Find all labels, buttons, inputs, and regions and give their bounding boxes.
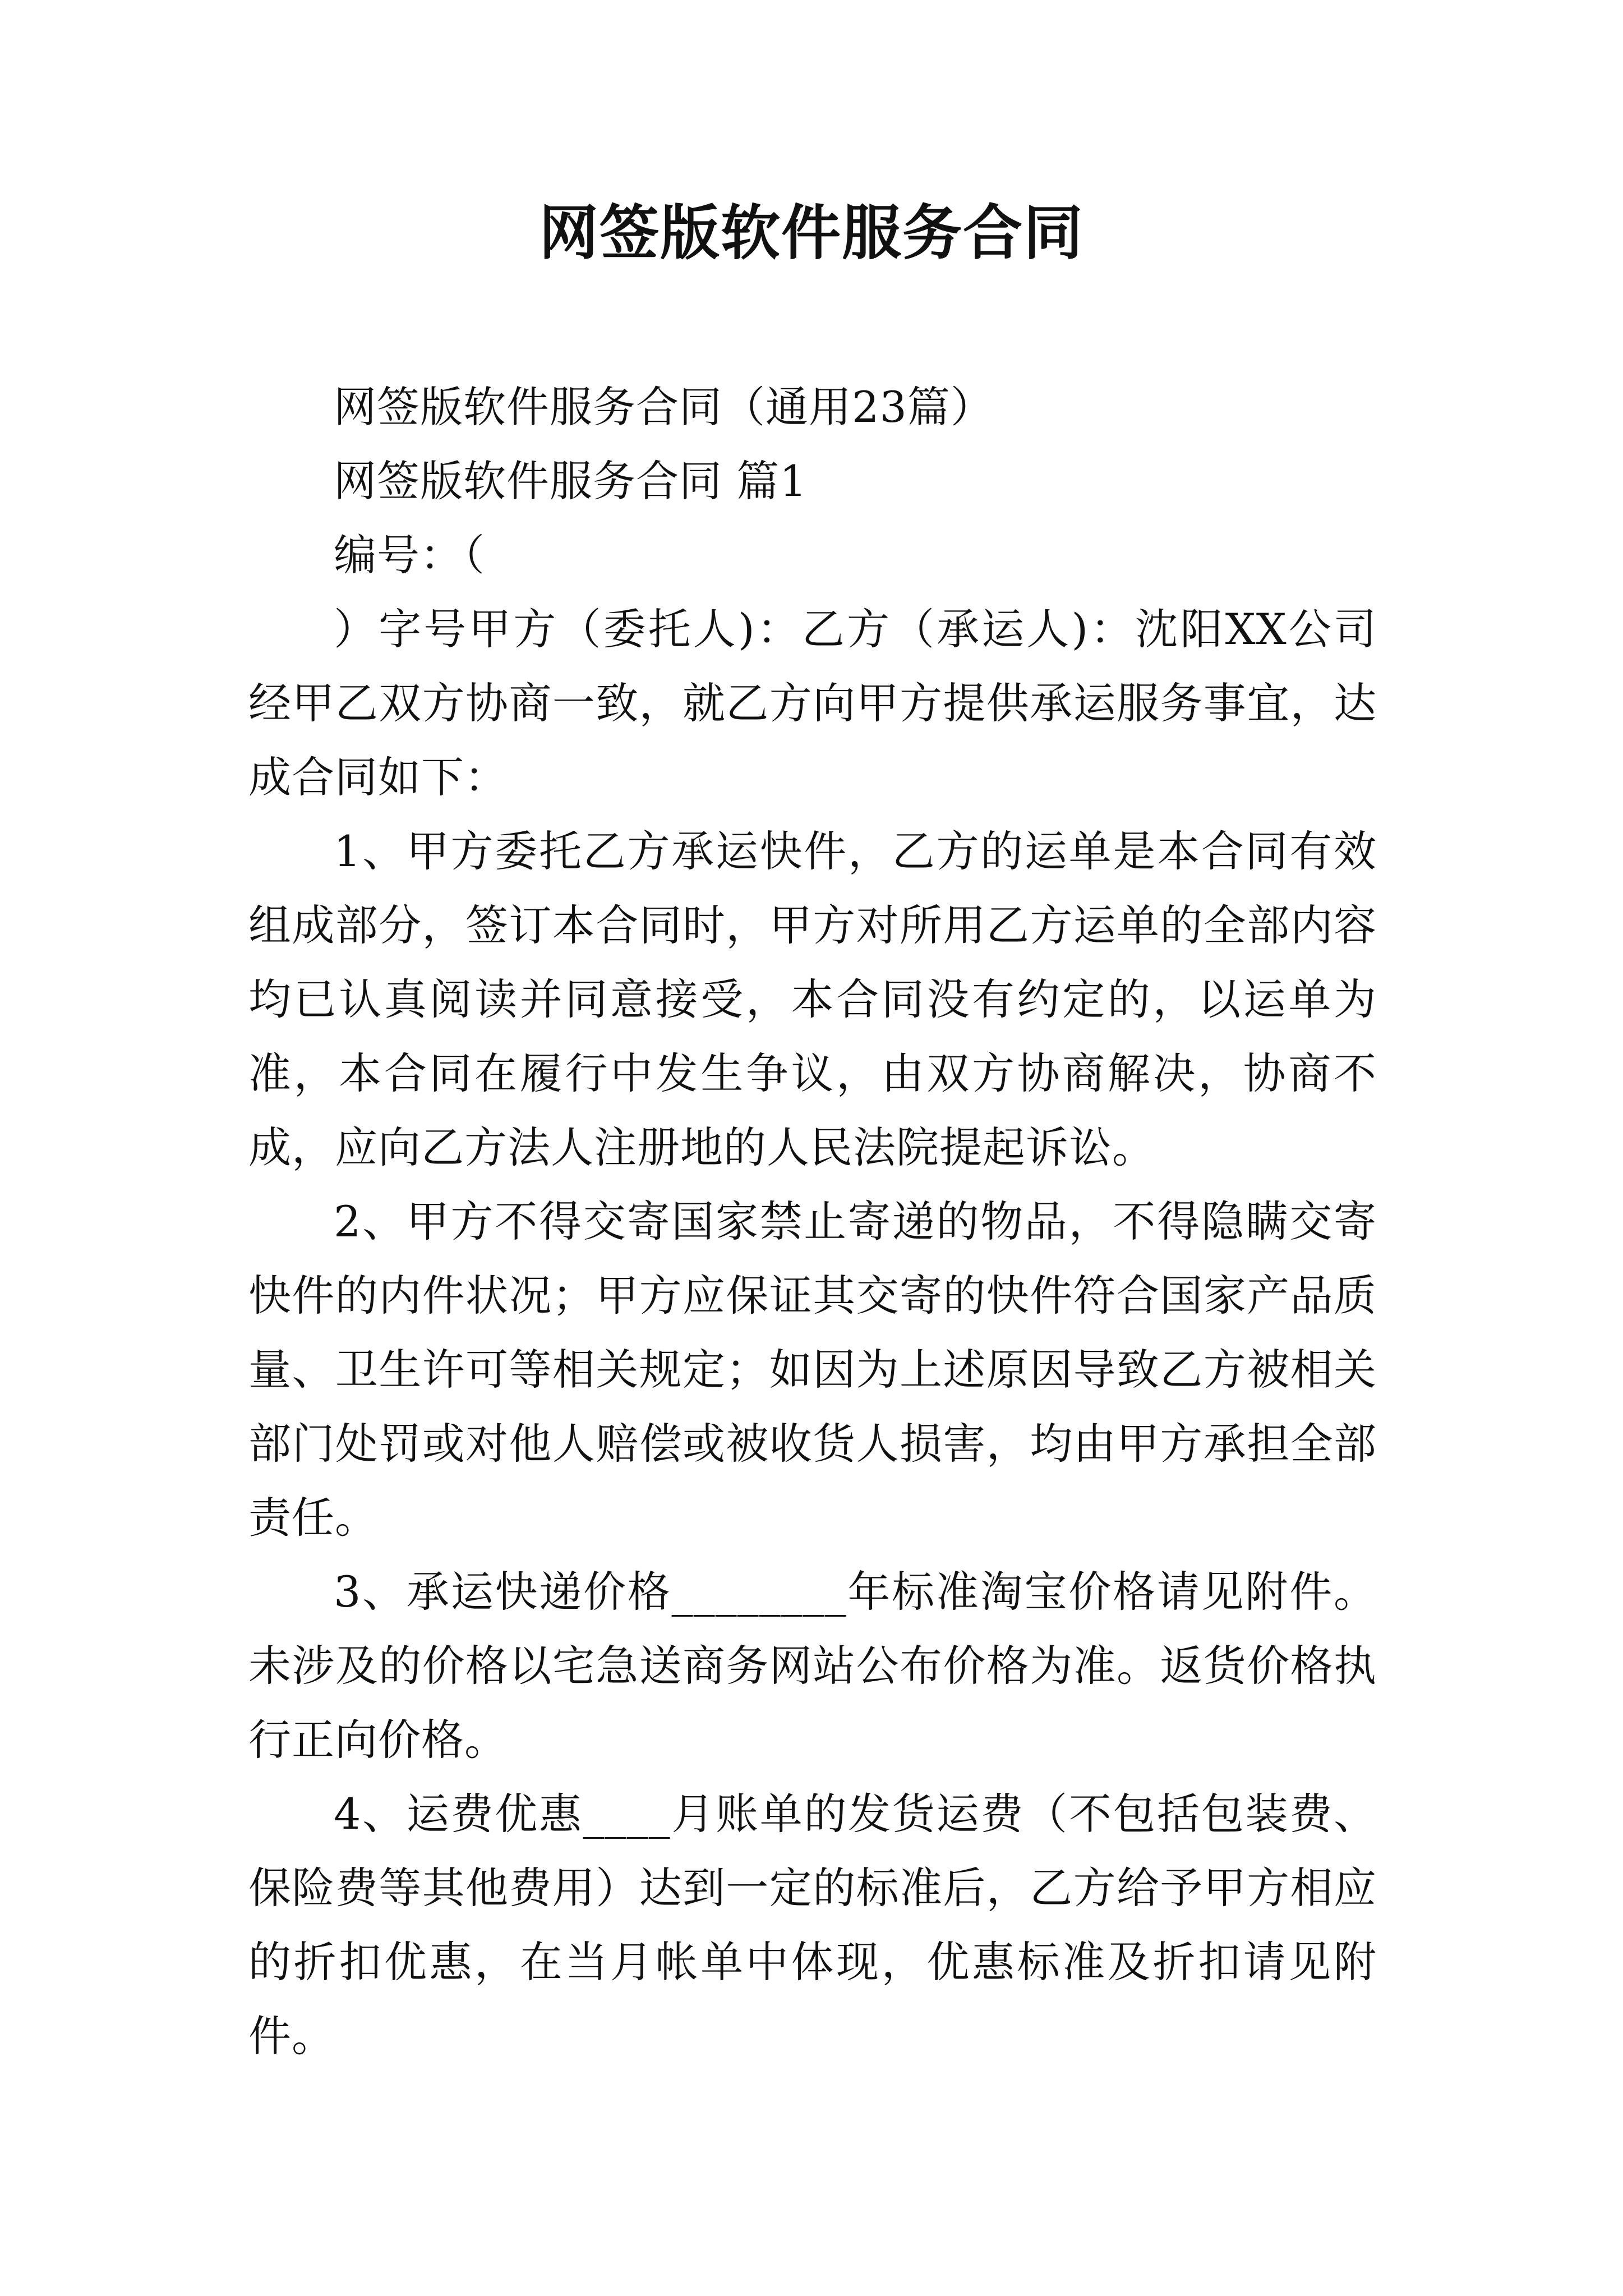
document-body [248, 370, 1377, 2073]
document-title: 网签版软件服务合同 [539, 197, 1084, 268]
clause-1: 1、甲方委托乙方承运快件，乙方的运单是本合同有效组成部分，签订本合同时，甲方对所用乙方运单的全部内容均已认真阅读并同意接受，本合同没有约定的，以运单为准，本合同在履行中发生争议，由双方协商解决，协商不成，应向乙方法人注册地的人民法院提起诉讼。 [248, 826, 1377, 1172]
contract-number: 编号：（ [334, 530, 485, 580]
clause-4: 4、运费优惠____月账单的发货运费（不包括包装费、保险费等其他费用）达到一定的标准后，乙方给予甲方相应的折扣优惠，在当月帐单中体现，优惠标准及折扣请见附件。 [248, 1789, 1377, 2061]
subtitle-paragraph: 网签版软件服务合同（通用23篇） [334, 382, 994, 432]
parties-paragraph: ）字号甲方（委托人)：乙方（承运人)：沈阳XX公司经甲乙双方协商一致，就乙方向甲方提供承运服务事宜，达成合同如下： [248, 604, 1377, 802]
clause-3: 3、承运快递价格________年标准淘宝价格请见附件。未涉及的价格以宅急送商务网站公布价格为准。返货价格执行正向价格。 [248, 1567, 1377, 1765]
clause-2: 2、甲方不得交寄国家禁止寄递的物品，不得隐瞒交寄快件的内件状况；甲方应保证其交寄的快件符合国家产品质量、卫生许可等相关规定；如因为上述原因导致乙方被相关部门处罚或对他人赔偿或被收货人损害，均由甲方承担全部责任。 [248, 1197, 1377, 1543]
section-heading: 网签版软件服务合同 篇1 [334, 456, 808, 506]
